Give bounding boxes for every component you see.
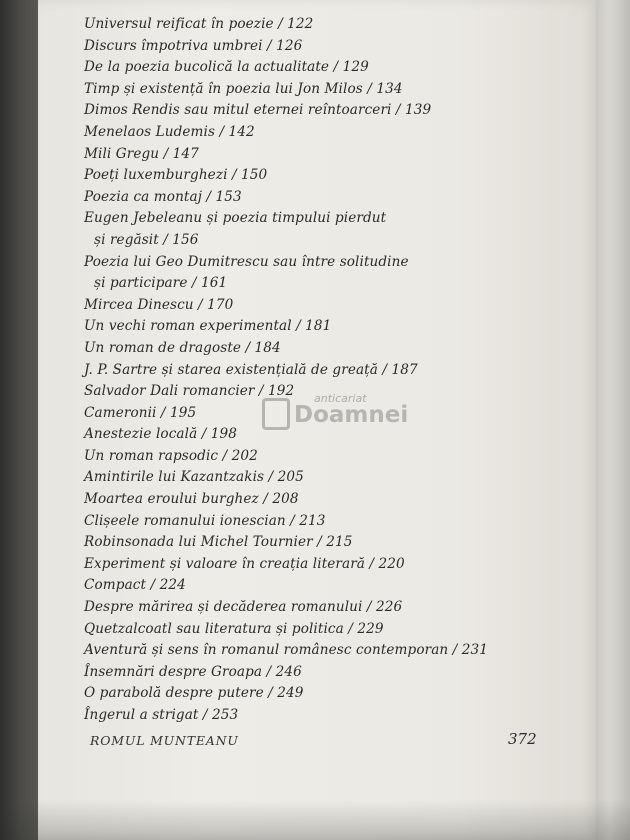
watermark-logo [262,392,412,438]
toc-entry: Anestezie locală / 198 [84,426,238,443]
toc-entry: Experiment și valoare în creația literară / 220 [84,555,405,572]
toc-entry: Poeți luxemburghezi / 150 [84,167,268,184]
watermark-line1: anticariat [314,392,367,405]
toc-entry: Clișeele romanului ionescian / 213 [84,512,326,529]
toc-entry: O parabolă despre putere / 249 [84,685,304,702]
toc-entry: Amintirile lui Kazantzakis / 205 [84,469,304,486]
toc-entry: Mircea Dinescu / 170 [84,296,234,313]
toc-entry: De la poezia bucolică la actualitate / 129 [84,59,369,76]
toc-entry: Quetzalcoatl sau literatura și politica / 229 [84,620,384,637]
running-footer-author: ROMUL MUNTEANU [90,733,239,748]
book-icon [262,398,290,430]
toc-entry: Despre mărirea și decăderea romanului / 226 [84,599,403,616]
toc-entry: Aventură și sens în romanul românesc contemporan / 231 [84,642,489,659]
bottom-shadow [0,800,630,840]
watermark-line2: Doamnei [294,402,409,428]
toc-entry-continuation: și participare / 161 [94,275,228,292]
toc-entry: Robinsonada lui Michel Tournier / 215 [84,534,353,551]
page-edge [596,0,630,840]
toc-entry: Mili Gregu / 147 [84,145,199,162]
toc-entry: Însemnări despre Groapa / 246 [84,663,302,680]
toc-entry: Menelaos Ludemis / 142 [84,123,255,140]
toc-entry: Moartea eroului burghez / 208 [84,491,299,508]
toc-entry: Îngerul a strigat / 253 [84,707,239,723]
toc-entry: Universul reificat în poezie / 122 [84,16,314,32]
toc-entry: Discurs împotriva umbrei / 126 [84,37,303,54]
toc-entry: Cameronii / 195 [84,404,197,421]
toc-entry: J. P. Sartre și starea existențială de greață / 187 [84,361,418,378]
toc-entry: Un vechi roman experimental / 181 [84,318,332,335]
toc-entry: Eugen Jebeleanu și poezia timpului pierdut [84,210,387,227]
toc-entry: Poezia lui Geo Dumitrescu sau între solitudine [84,253,409,270]
toc-entry: Compact / 224 [84,577,186,594]
toc-entry: Salvador Dali romancier / 192 [84,383,295,400]
toc-entry: Un roman rapsodic / 202 [84,447,258,464]
toc-entry: Poezia ca montaj / 153 [84,188,242,205]
table-of-contents [84,14,584,727]
page-number: 372 [508,730,537,748]
toc-entry: Timp și existență în poezia lui Jon Milos / 134 [84,80,403,97]
toc-entry: Dimos Rendis sau mitul eternei reîntoarceri / 139 [84,102,432,119]
toc-entry-continuation: și regăsit / 156 [94,231,199,248]
toc-entry: Un roman de dragoste / 184 [84,339,281,356]
